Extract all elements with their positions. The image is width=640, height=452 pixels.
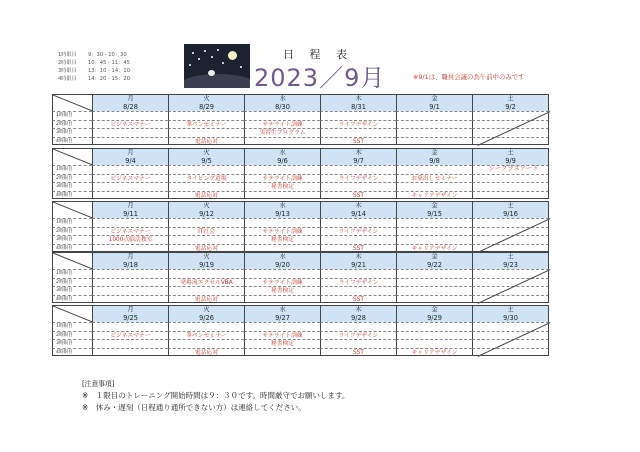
day-header (92, 305, 168, 322)
period-label: 2時限目 (58, 59, 77, 66)
period-row-label: 1時限目 (52, 218, 92, 227)
week-block (52, 252, 549, 303)
schedule-cell: SST (320, 191, 396, 200)
schedule-cell: ビジネスマナー (92, 227, 168, 236)
schedule-cell (320, 182, 396, 191)
saturday-event: シーグラスアート (488, 165, 539, 172)
schedule-cell (396, 120, 472, 129)
week-block (52, 148, 549, 199)
day-date: 9/11 (123, 210, 138, 218)
day-header (472, 252, 549, 269)
schedule-cell (244, 322, 320, 331)
schedule-cell (92, 339, 168, 348)
week-block (52, 305, 549, 356)
day-header (472, 305, 549, 322)
period-row-label: 2時限目 (52, 331, 92, 340)
day-of-week: 土 (507, 202, 514, 209)
period-row-label: 2時限目 (52, 278, 92, 287)
day-date: 9/28 (351, 314, 366, 322)
day-of-week: 木 (355, 202, 362, 209)
schedule-cell (92, 295, 168, 304)
period-row (52, 235, 549, 244)
notes-line: ※ １限目のトレーニング開始時間は９：３０です。時間厳守でお願いします。 (82, 391, 350, 400)
schedule-cell (92, 182, 168, 191)
period-row-label: 3時限目 (52, 128, 92, 137)
day-header (92, 94, 168, 111)
schedule-cell: サテライト訓練 (244, 331, 320, 340)
schedule-cell (92, 137, 168, 146)
schedule-cell (472, 182, 549, 191)
period-row (52, 137, 549, 146)
day-of-week: 金 (431, 253, 438, 260)
schedule-cell (168, 165, 244, 174)
day-of-week: 金 (431, 95, 438, 102)
day-header (320, 94, 396, 111)
header-note: ※9/1は、職員会議の為午前中のみです (413, 73, 525, 81)
day-header (472, 201, 549, 218)
schedule-cell: 電話応対 (168, 137, 244, 146)
period-label: 1時限目 (58, 52, 77, 58)
schedule-cell (92, 244, 168, 253)
period-row-label: 4時限目 (52, 137, 92, 146)
day-date: 9/7 (353, 157, 364, 165)
schedule-cell: 実習生プログラム (244, 128, 320, 137)
day-header (396, 94, 472, 111)
period-row-label: 1時限目 (52, 322, 92, 331)
schedule-cell (168, 235, 244, 244)
schedule-cell (320, 218, 396, 227)
corner-cell (52, 201, 92, 218)
corner-cell (52, 305, 92, 322)
period-row (52, 128, 549, 137)
day-header (168, 252, 244, 269)
day-of-week: 木 (355, 306, 362, 313)
day-date: 9/19 (199, 261, 214, 269)
day-of-week: 土 (507, 95, 514, 102)
schedule-cell: 1000点脳活教室 (92, 235, 168, 244)
schedule-cell (92, 165, 168, 174)
day-of-week: 火 (203, 95, 210, 102)
schedule-cell: サテライト訓練 (244, 174, 320, 183)
schedule-cell: ビジネスマナー (92, 331, 168, 340)
schedule-cell: ライフデザイン (320, 331, 396, 340)
schedule-cell: 電話応対 (168, 295, 244, 304)
day-header (168, 94, 244, 111)
saturday-closed-slash (478, 269, 549, 303)
schedule-cell (396, 331, 472, 340)
schedule-cell (92, 348, 168, 357)
schedule-cell (396, 269, 472, 278)
period-row (52, 348, 549, 357)
schedule-cell (472, 174, 549, 183)
period-row (52, 218, 549, 227)
day-header (244, 148, 320, 165)
day-date: 9/12 (199, 210, 214, 218)
schedule-cell (320, 235, 396, 244)
corner-cell (52, 148, 92, 165)
period-row-label: 4時限目 (52, 348, 92, 357)
schedule-cell: 電話応対 (168, 191, 244, 200)
day-date: 9/21 (351, 261, 366, 269)
schedule-cell: キャリアデザイン (396, 191, 472, 200)
schedule-cell: SST (320, 348, 396, 357)
day-date: 9/15 (427, 210, 442, 218)
schedule-cell (92, 322, 168, 331)
day-of-week: 金 (431, 202, 438, 209)
period-row (52, 120, 549, 129)
day-date: 9/26 (199, 314, 214, 322)
period-times (58, 52, 130, 84)
period-row (52, 111, 549, 120)
day-of-week: 木 (355, 253, 362, 260)
schedule-cell (92, 286, 168, 295)
day-header (244, 201, 320, 218)
schedule-cell: 秘書検定 (244, 286, 320, 295)
day-date: 8/30 (275, 103, 290, 111)
schedule-cell (396, 218, 472, 227)
period-row-label: 4時限目 (52, 295, 92, 304)
day-of-week: 水 (279, 149, 286, 156)
schedule-cell (396, 165, 472, 174)
schedule-cell: キャリアデザイン (396, 244, 472, 253)
schedule-cell (244, 244, 320, 253)
schedule-cell: 発場流エクセルVBA (168, 278, 244, 287)
day-of-week: 月 (127, 95, 134, 102)
period-row-label: 4時限目 (52, 191, 92, 200)
corner-cell (52, 94, 92, 111)
schedule-cell (92, 278, 168, 287)
schedule-cell: ライフデザイン (320, 174, 396, 183)
day-of-week: 火 (203, 253, 210, 260)
period-row (52, 174, 549, 183)
day-date: 8/29 (199, 103, 214, 111)
period-row (52, 331, 549, 340)
schedule-cell: IT社会 (168, 227, 244, 236)
schedule-cell (244, 348, 320, 357)
day-date: 9/23 (503, 261, 518, 269)
schedule-cell: SST (320, 244, 396, 253)
day-header (244, 305, 320, 322)
day-of-week: 月 (127, 202, 134, 209)
schedule-cell: サテライト訓練 (244, 278, 320, 287)
schedule-cell: サテライト訓練 (244, 227, 320, 236)
day-of-week: 月 (127, 306, 134, 313)
day-date: 9/25 (123, 314, 138, 322)
rabbit-icon (208, 70, 215, 76)
period-time: 13：10 - 14：10 (88, 67, 130, 74)
schedule-cell (168, 339, 244, 348)
day-header (168, 201, 244, 218)
day-date: 9/4 (125, 157, 136, 165)
day-date: 9/6 (277, 157, 288, 165)
saturday-closed-slash (478, 322, 549, 356)
day-header (320, 305, 396, 322)
schedule-cell (320, 128, 396, 137)
day-header (396, 305, 472, 322)
schedule-cell: サテライト訓練 (244, 120, 320, 129)
page-title: 日 程 表 (283, 48, 353, 61)
period-row-label: 1時限目 (52, 111, 92, 120)
day-of-week: 金 (431, 306, 438, 313)
schedule-cell (168, 111, 244, 120)
schedule-cell (396, 235, 472, 244)
day-of-week: 火 (203, 306, 210, 313)
schedule-cell (396, 128, 472, 137)
day-of-week: 土 (507, 149, 514, 156)
schedule-cell (396, 278, 472, 287)
saturday-closed-slash (478, 111, 549, 145)
day-header (168, 305, 244, 322)
schedule-cell (320, 286, 396, 295)
schedule-cell (168, 218, 244, 227)
day-of-week: 水 (279, 202, 286, 209)
day-of-week: 土 (507, 306, 514, 313)
day-of-week: 月 (127, 253, 134, 260)
period-row (52, 182, 549, 191)
day-date: 9/18 (123, 261, 138, 269)
schedule-cell (320, 165, 396, 174)
schedule-cell: ライフデザイン (320, 278, 396, 287)
day-header (320, 201, 396, 218)
period-row (52, 322, 549, 331)
schedule-cell: お菓出しセミナー (396, 174, 472, 183)
period-time: 10：45 - 11：45 (88, 59, 130, 66)
day-date: 8/28 (123, 103, 138, 111)
notes-heading: [注意事項] (82, 380, 115, 388)
schedule-cell (168, 269, 244, 278)
schedule-cell (92, 218, 168, 227)
period-row (52, 227, 549, 236)
period-row-label: 3時限目 (52, 182, 92, 191)
schedule-cell: ビジネスマナー (92, 120, 168, 129)
schedule-cell: 秘書検定 (244, 182, 320, 191)
period-time-row (58, 76, 130, 84)
period-row-label: 1時限目 (52, 269, 92, 278)
schedule-cell: SST (320, 295, 396, 304)
schedule-cell: ビジネスマナー (92, 174, 168, 183)
period-row-label: 4時限目 (52, 244, 92, 253)
schedule-cell (244, 137, 320, 146)
schedule-cell: 秘書検定 (244, 339, 320, 348)
schedule-cell: 秘書検定 (244, 235, 320, 244)
schedule-cell (396, 295, 472, 304)
period-row-label: 2時限目 (52, 120, 92, 129)
schedule-cell: 筆ペンセミナー (168, 331, 244, 340)
day-of-week: 月 (127, 149, 134, 156)
day-of-week: 水 (279, 253, 286, 260)
schedule-cell (396, 322, 472, 331)
day-header (396, 201, 472, 218)
schedule-cell: 筆ペンセミナー (168, 120, 244, 129)
day-header (244, 252, 320, 269)
day-of-week: 火 (203, 202, 210, 209)
period-row (52, 244, 549, 253)
day-header (92, 252, 168, 269)
period-row-label: 1時限目 (52, 165, 92, 174)
period-time-row (58, 68, 130, 76)
day-date: 9/27 (275, 314, 290, 322)
period-row (52, 269, 549, 278)
day-header (168, 148, 244, 165)
period-row-label: 3時限目 (52, 235, 92, 244)
schedule-cell: タイピング道場 (168, 174, 244, 183)
day-of-week: 水 (279, 306, 286, 313)
day-date: 9/29 (427, 314, 442, 322)
day-date: 9/30 (503, 314, 518, 322)
period-row (52, 286, 549, 295)
schedule-cell (92, 128, 168, 137)
day-of-week: 金 (431, 149, 438, 156)
month-heading: 2023／9月 (254, 64, 386, 92)
day-of-week: 木 (355, 149, 362, 156)
period-row (52, 339, 549, 348)
day-date: 9/22 (427, 261, 442, 269)
day-date: 9/8 (429, 157, 440, 165)
notes-line: ※ 休み・遅刻（日程通り通所できない方）は連絡してください。 (82, 403, 306, 412)
week-block (52, 201, 549, 252)
schedule-cell: ライフデザイン (320, 120, 396, 129)
day-date: 9/16 (503, 210, 518, 218)
day-header (320, 252, 396, 269)
schedule-cell (168, 182, 244, 191)
day-header (92, 148, 168, 165)
period-row-label: 3時限目 (52, 286, 92, 295)
schedule-cell (320, 322, 396, 331)
day-date: 9/2 (505, 103, 516, 111)
period-label: 3時限目 (58, 67, 77, 74)
schedule-cell (396, 227, 472, 236)
day-date: 9/13 (275, 210, 290, 218)
day-of-week: 水 (279, 95, 286, 102)
period-time: 9：30 - 10：30 (88, 52, 127, 58)
schedule-cell (244, 165, 320, 174)
schedule-cell (320, 339, 396, 348)
period-row-label: 2時限目 (52, 174, 92, 183)
moon-night-picture (184, 44, 250, 88)
day-date: 8/31 (351, 103, 366, 111)
schedule-cell: 電話応対 (168, 348, 244, 357)
period-row (52, 165, 549, 174)
period-time: 14：20 - 15：20 (88, 75, 130, 82)
schedule-cell (168, 128, 244, 137)
day-date: 9/9 (505, 157, 516, 165)
day-header (472, 94, 549, 111)
schedule-cell (168, 322, 244, 331)
day-of-week: 火 (203, 149, 210, 156)
day-header (244, 94, 320, 111)
day-header (396, 148, 472, 165)
corner-cell (52, 252, 92, 269)
week-block (52, 94, 549, 145)
schedule-cell (92, 111, 168, 120)
schedule-cell (396, 182, 472, 191)
moon-icon (228, 51, 237, 60)
period-row (52, 295, 549, 304)
day-date: 9/5 (201, 157, 212, 165)
schedule-cell (92, 269, 168, 278)
day-header (472, 148, 549, 165)
period-row-label: 2時限目 (52, 227, 92, 236)
schedule-cell (92, 191, 168, 200)
schedule-cell (244, 191, 320, 200)
notes-section (82, 378, 349, 414)
schedule-cell (244, 295, 320, 304)
day-of-week: 土 (507, 253, 514, 260)
schedule-cell: キャリアデザイン (396, 348, 472, 357)
schedule-cell (320, 269, 396, 278)
day-header (320, 148, 396, 165)
schedule-cell (320, 111, 396, 120)
period-label: 4時限目 (58, 75, 77, 82)
schedule-cell (244, 269, 320, 278)
schedule-cell (396, 286, 472, 295)
schedule-cell (396, 137, 472, 146)
schedule-cell (472, 191, 549, 200)
schedule-cell (168, 286, 244, 295)
day-date: 9/14 (351, 210, 366, 218)
day-of-week: 木 (355, 95, 362, 102)
schedule-cell: ライフデザイン (320, 227, 396, 236)
schedule-cell: 電話応対 (168, 244, 244, 253)
schedule-cell (396, 339, 472, 348)
day-header (92, 201, 168, 218)
day-date: 9/20 (275, 261, 290, 269)
day-header (396, 252, 472, 269)
schedule-cell (244, 218, 320, 227)
day-date: 9/1 (429, 103, 440, 111)
schedule-cell (396, 111, 472, 120)
schedule-cell: SST (320, 137, 396, 146)
period-row-label: 3時限目 (52, 339, 92, 348)
period-row (52, 278, 549, 287)
period-time-row (58, 60, 130, 68)
period-row (52, 191, 549, 200)
saturday-closed-slash (478, 218, 549, 252)
period-time-row (58, 52, 130, 60)
schedule-cell (244, 111, 320, 120)
